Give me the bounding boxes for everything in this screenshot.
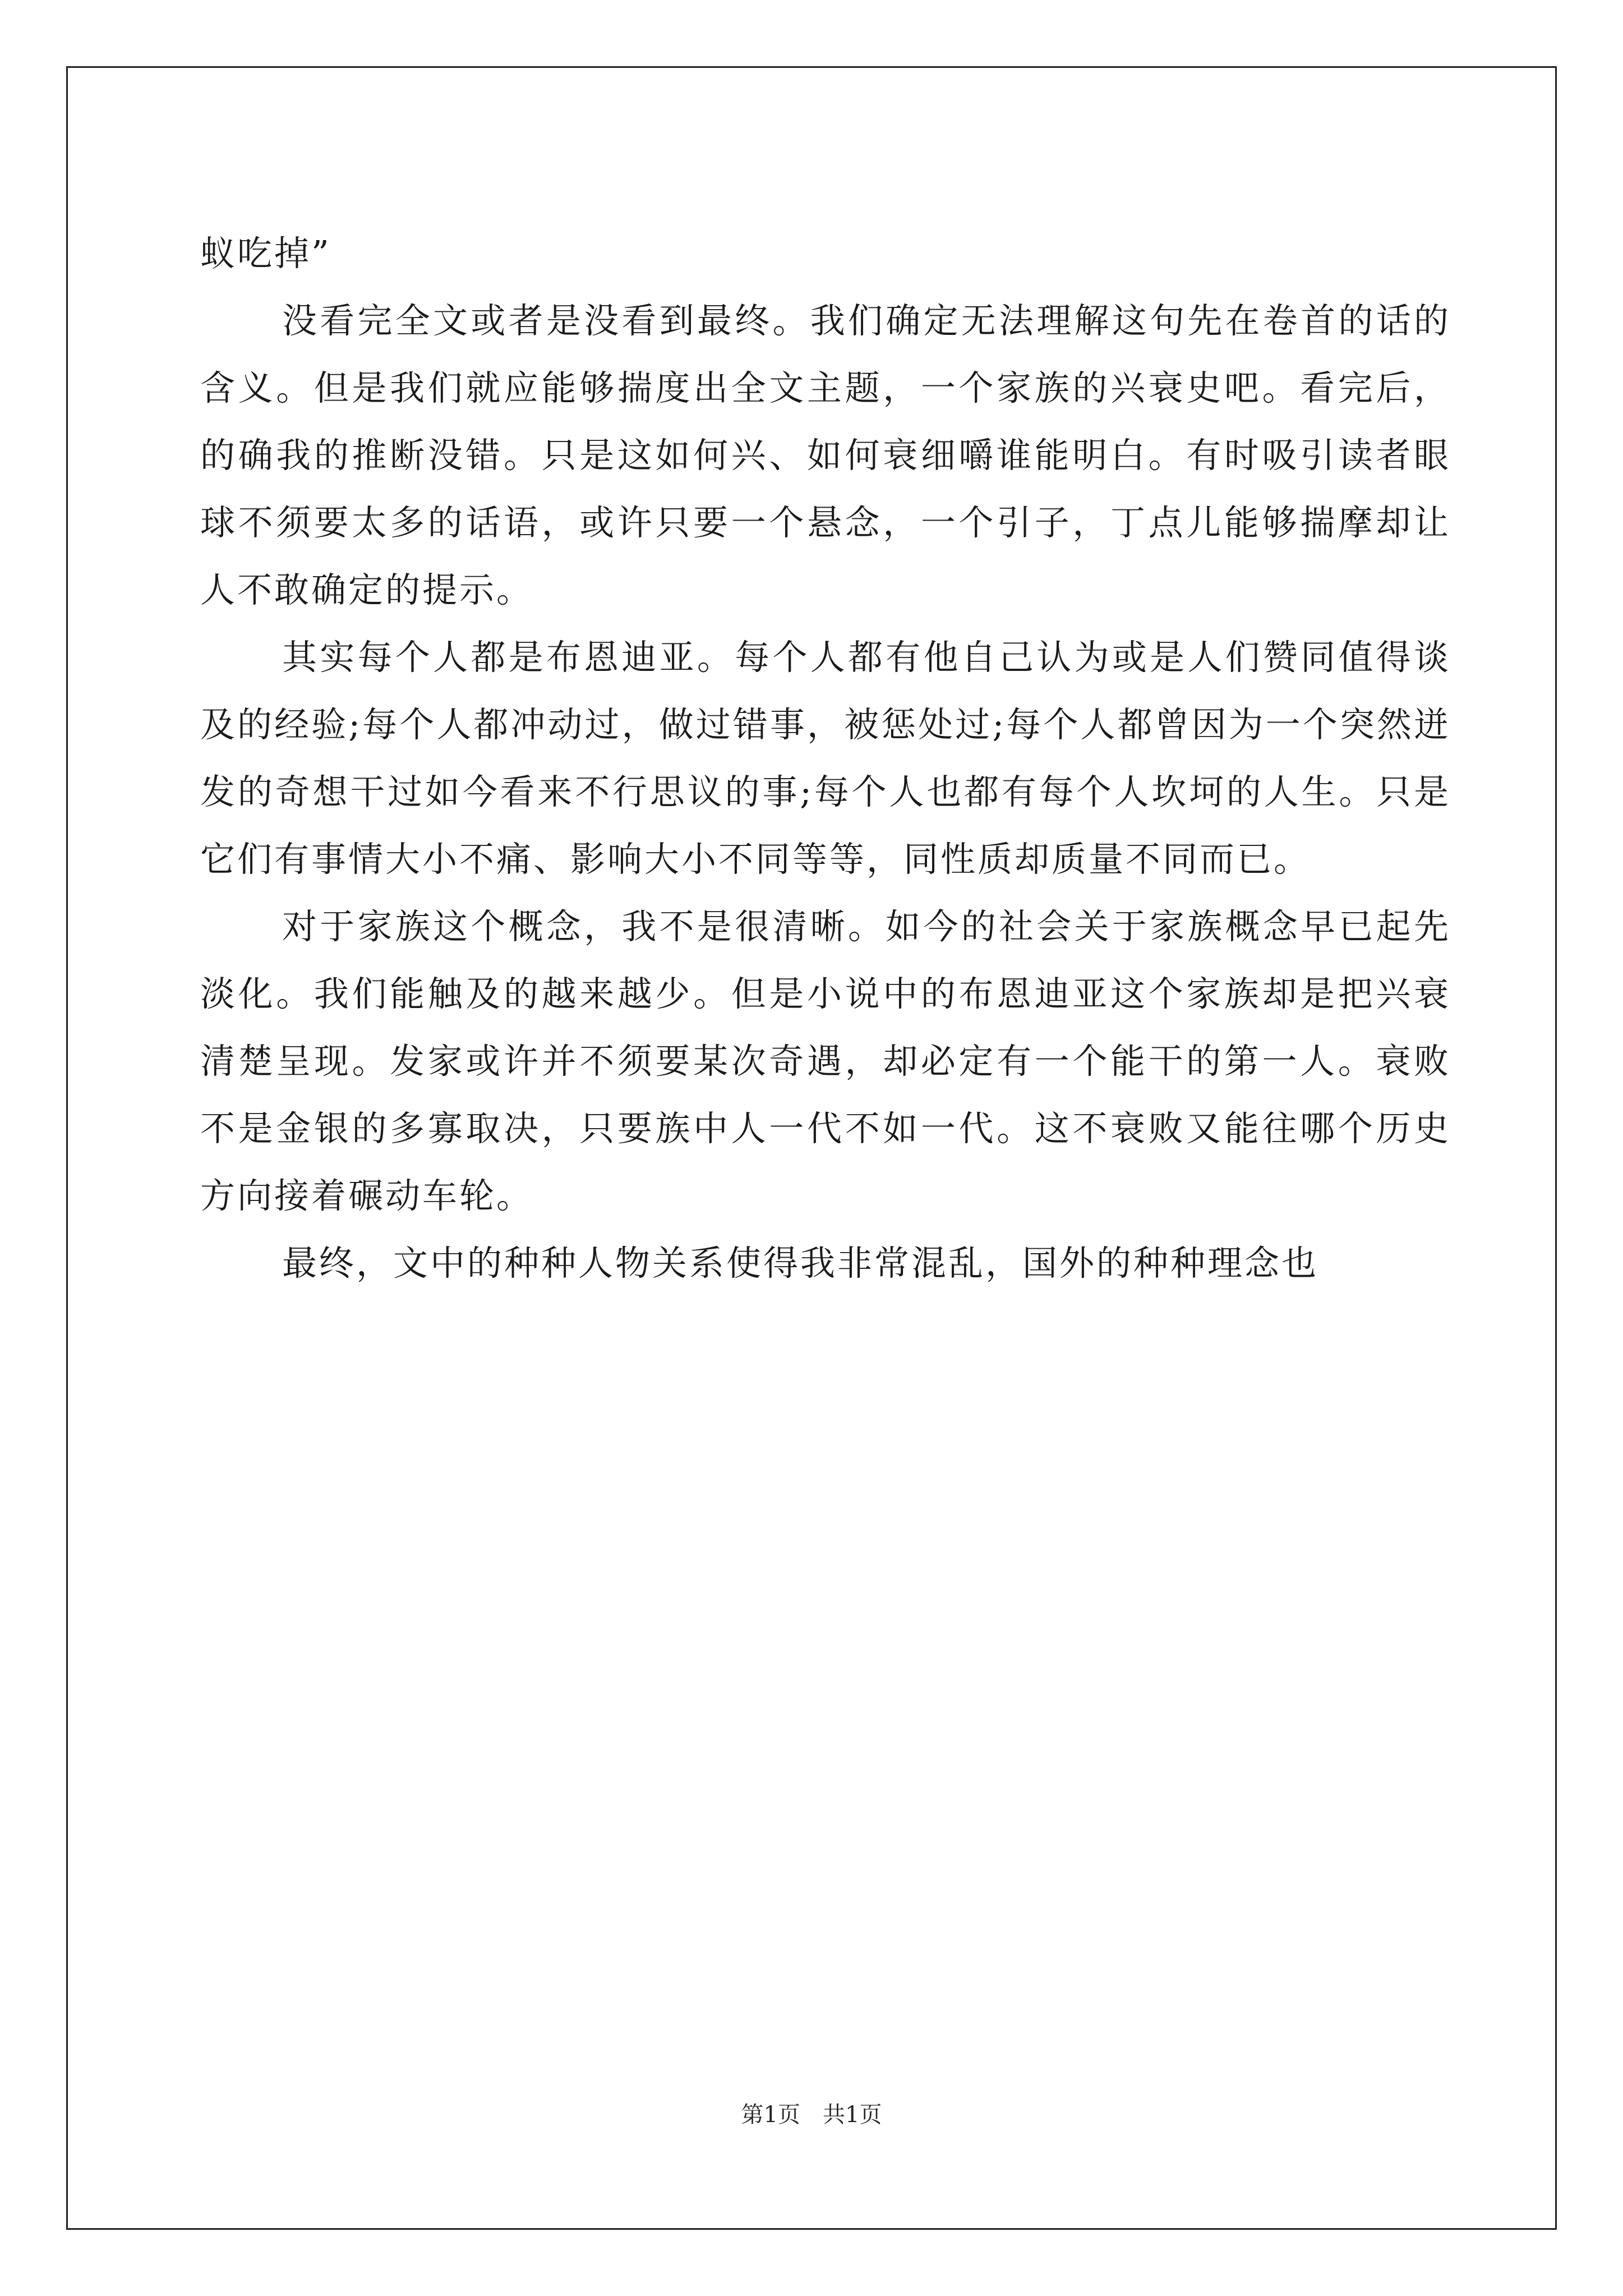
paragraph: 其实每个人都是布恩迪亚。每个人都有他自己认为或是人们赞同值得谈及的经验;每个人都冲动过，做过错事，被惩处过;每个人都曾因为一个突然迸发的奇想干过如今看来不行思议的事;每个人也都有每个人坎坷的人生。只是它们有事情大小不痛、影响大小不同等等，同性质却质量不同而已。: [200, 637, 1451, 880]
paragraph: 没看完全文或者是没看到最终。我们确定无法理解这句先在卷首的话的含义。但是我们就应能够揣度出全文主题，一个家族的兴衰史吧。看完后，的确我的推断没错。只是这如何兴、如何衰细嚼谁能明白。有时吸引读者眼球不须要太多的话语，或许只要一个悬念，一个引子，丁点儿能够揣摩却让人不敢确定的提示。: [200, 300, 1451, 610]
page-total: 共1页: [823, 2102, 882, 2128]
paragraph: 对于家族这个概念，我不是很清晰。如今的社会关于家族概念早已起先淡化。我们能触及的越来越少。但是小说中的布恩迪亚这个家族却是把兴衰清楚呈现。发家或许并不须要某次奇遇，却必定有一个能干的第一人。衰败不是金银的多寡取决，只要族中人一代不如一代。这不衰败又能往哪个历史方向接着碾动车轮。: [200, 906, 1451, 1216]
page-number: 第1页: [741, 2102, 800, 2128]
page-footer: [0, 2097, 1623, 2129]
paragraph: 最终，文中的种种人物关系使得我非常混乱，国外的种种理念也: [282, 1243, 1319, 1283]
paragraph-continuation: 蚁吃掉”: [200, 233, 331, 274]
document-body: [200, 220, 1451, 1297]
